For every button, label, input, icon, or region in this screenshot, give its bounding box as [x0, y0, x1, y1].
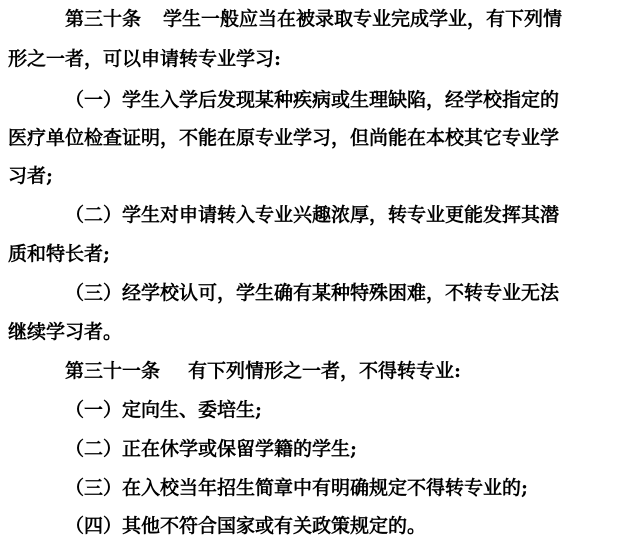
article30-item2-line1: （二）学生对申请转入专业兴趣浓厚，转专业更能发挥其潜: [65, 204, 560, 226]
article31-item4: （四）其他不符合国家或有关政策规定的。: [65, 515, 427, 537]
article30-intro-line1: 学生一般应当在被录取专业完成学业，有下列情: [163, 8, 563, 30]
article31-item2: （二）正在休学或保留学籍的学生;: [65, 438, 358, 460]
article31-heading: 第三十一条: [65, 360, 161, 382]
article30-item3-line1: （三）经学校认可，学生确有某种特殊困难，不转专业无法: [65, 282, 560, 304]
article30-item2-line2: 质和特长者;: [8, 243, 111, 265]
article30-item1-line2: 医疗单位检查证明，不能在原专业学习，但尚能在本校其它专业学: [8, 127, 560, 149]
article30-item3-line2: 继续学习者。: [8, 321, 123, 343]
article31-item1: （一）定向生、委培生;: [65, 399, 263, 421]
article31-intro: 有下列情形之一者，不得转专业:: [188, 360, 462, 382]
article30-item1-line1: （一）学生入学后发现某种疾病或生理缺陷，经学校指定的: [65, 89, 560, 111]
article30-heading-line: [65, 7, 562, 31]
article31-heading-line: [65, 359, 461, 383]
article30-intro-line2: 形之一者，可以申请转专业学习:: [8, 48, 282, 70]
article30-heading: 第三十条: [65, 8, 142, 30]
article31-item3: （三）在入校当年招生简章中有明确规定不得转专业的;: [65, 477, 529, 499]
article30-item1-line3: 习者;: [8, 165, 54, 187]
